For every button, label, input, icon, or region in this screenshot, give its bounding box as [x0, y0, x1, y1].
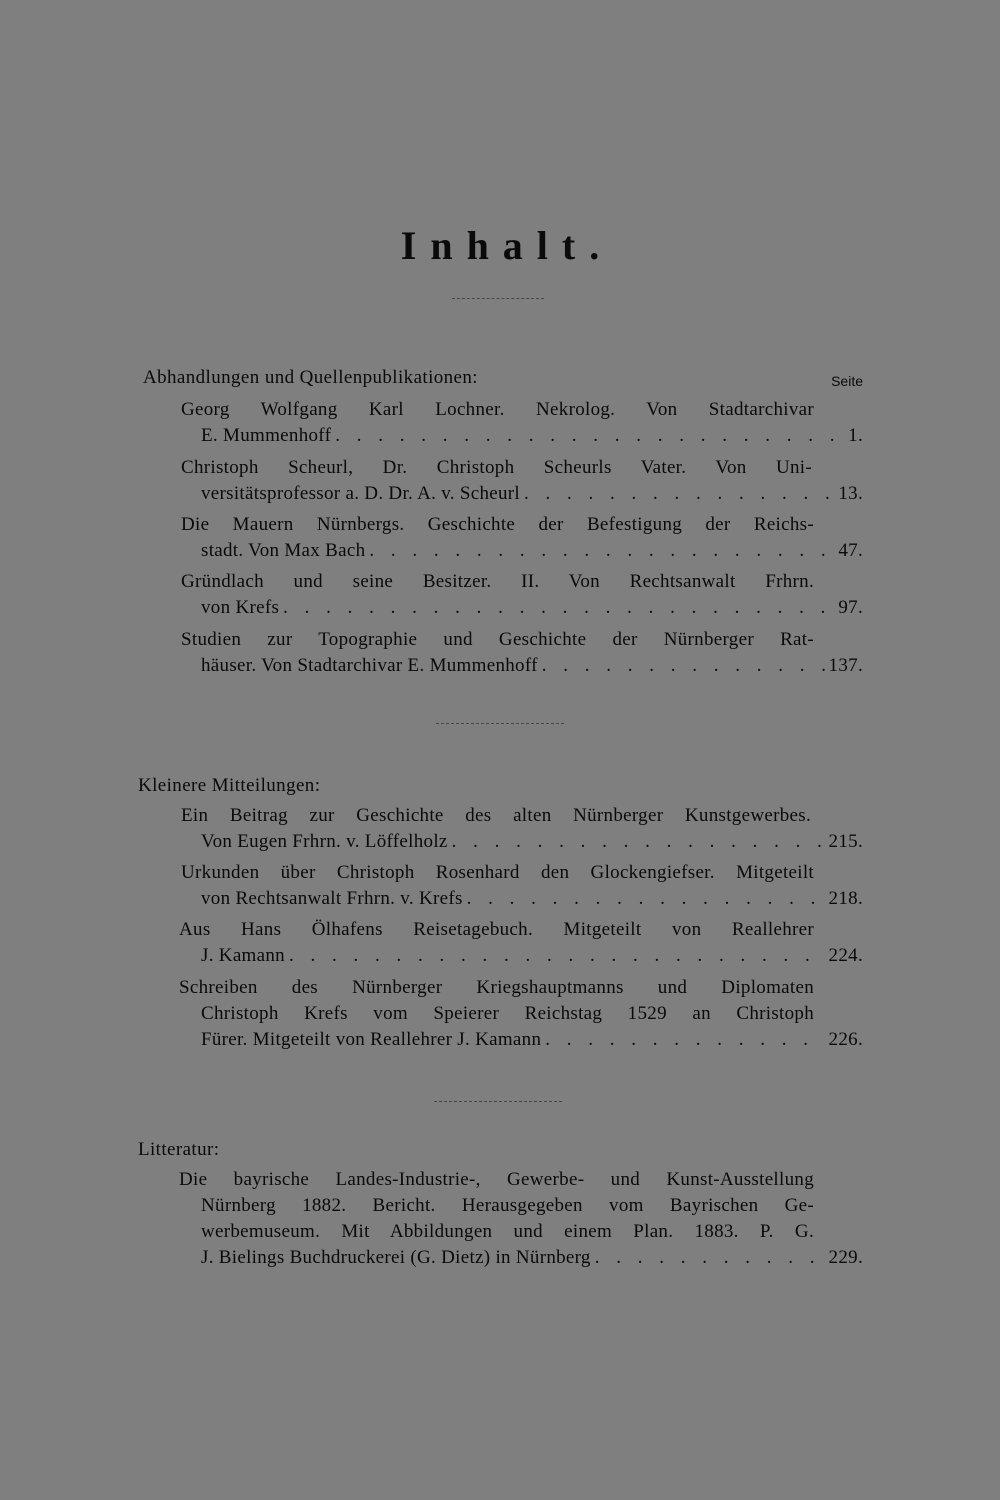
- page-number: 97.: [838, 597, 863, 618]
- entry-line: Aus Hans Ölhafens Reisetagebuch. Mitgeteilt von Reallehrer: [179, 919, 814, 940]
- leader-dots: [595, 1245, 825, 1271]
- page-number: 218.: [828, 888, 863, 909]
- toc-entry[interactable]: [179, 975, 863, 1053]
- page-number: 224.: [828, 945, 863, 966]
- toc-entry[interactable]: [179, 1167, 863, 1271]
- entry-line: Gründlach und seine Besitzer. II. Von Rechtsanwalt Frhrn.: [181, 571, 814, 592]
- leader-dots: [369, 538, 834, 564]
- page-number: 47.: [838, 540, 863, 561]
- section-heading-kleinere-mitteilungen: Kleinere Mitteilungen:: [138, 775, 321, 796]
- entry-line: Schreiben des Nürnberger Kriegshauptmanns und Diplomaten: [179, 977, 814, 998]
- leader-dots: [289, 943, 825, 969]
- toc-entry[interactable]: [181, 512, 863, 564]
- entry-line: Die bayrische Landes-Industrie-, Gewerbe- und Kunst-Ausstellung: [179, 1169, 814, 1190]
- entry-line-last: von Krefs: [201, 597, 280, 618]
- entry-line-last: J. Kamann: [201, 945, 285, 966]
- entry-line-last: E. Mummenhoff: [201, 425, 332, 446]
- section-heading-abhandlungen: Abhandlungen und Quellenpublikationen:: [143, 367, 478, 388]
- toc-entry[interactable]: [181, 569, 863, 621]
- page-number: 13.: [838, 483, 863, 504]
- toc-entry[interactable]: [181, 455, 863, 507]
- entry-line: werbemuseum. Mit Abbildungen und einem Plan. 1883. P. G.: [201, 1221, 814, 1242]
- entry-line: Urkunden über Christoph Rosenhard den Glockengiefser. Mitgeteilt: [181, 862, 814, 883]
- entry-line-last: stadt. Von Max Bach: [201, 540, 366, 561]
- leader-dots: [542, 653, 825, 679]
- entry-line-last: versitätsprofessor a. D. Dr. A. v. Scheurl: [201, 483, 521, 504]
- ornament-rule-top: [452, 298, 544, 301]
- entry-line: Nürnberg 1882. Bericht. Herausgegeben vom Bayrischen Ge-: [201, 1195, 814, 1216]
- page-number: 229.: [828, 1247, 863, 1268]
- toc-entry[interactable]: [181, 860, 863, 912]
- page-number: 215.: [828, 831, 863, 852]
- page-number: 137.: [828, 655, 863, 676]
- toc-entry[interactable]: [181, 397, 863, 449]
- page-number: 1.: [848, 425, 863, 446]
- ornament-rule: [434, 1101, 562, 1104]
- entry-line: Ein Beitrag zur Geschichte des alten Nürnberger Kunstgewerbes.: [181, 805, 811, 826]
- entry-line: Christoph Krefs vom Speierer Reichstag 1529 an Christoph: [201, 1003, 814, 1024]
- page-title: Inhalt.: [400, 223, 614, 268]
- entry-line-last: Fürer. Mitgeteilt von Reallehrer J. Kamann: [201, 1029, 542, 1050]
- entry-line: Studien zur Topographie und Geschichte der Nürnberger Rat-: [181, 629, 814, 650]
- entry-line-last: J. Bielings Buchdruckerei (G. Dietz) in Nürnberg: [201, 1247, 591, 1268]
- entry-line: Georg Wolfgang Karl Lochner. Nekrolog. Von Stadtarchivar: [181, 399, 814, 420]
- leader-dots: [545, 1027, 824, 1053]
- toc-entry[interactable]: [181, 627, 863, 679]
- entry-line-last: von Rechtsanwalt Frhrn. v. Krefs: [201, 888, 463, 909]
- entry-line-last: Von Eugen Frhrn. v. Löffelholz: [201, 831, 448, 852]
- entry-line-last: häuser. Von Stadtarchivar E. Mummenhoff: [201, 655, 538, 676]
- toc-entry[interactable]: [181, 803, 863, 855]
- leader-dots: [452, 829, 825, 855]
- leader-dots: [283, 595, 834, 621]
- section-heading-litteratur: Litteratur:: [138, 1139, 220, 1160]
- page-number: 226.: [828, 1029, 863, 1050]
- column-label-seite: Seite: [831, 373, 863, 389]
- leader-dots: [524, 481, 834, 507]
- toc-entry[interactable]: [179, 917, 863, 969]
- entry-line: Die Mauern Nürnbergs. Geschichte der Befestigung der Reichs-: [181, 514, 814, 535]
- leader-dots: [467, 886, 825, 912]
- entry-line: Christoph Scheurl, Dr. Christoph Scheurls Vater. Von Uni-: [181, 457, 812, 478]
- leader-dots: [335, 423, 844, 449]
- ornament-rule: [436, 723, 564, 726]
